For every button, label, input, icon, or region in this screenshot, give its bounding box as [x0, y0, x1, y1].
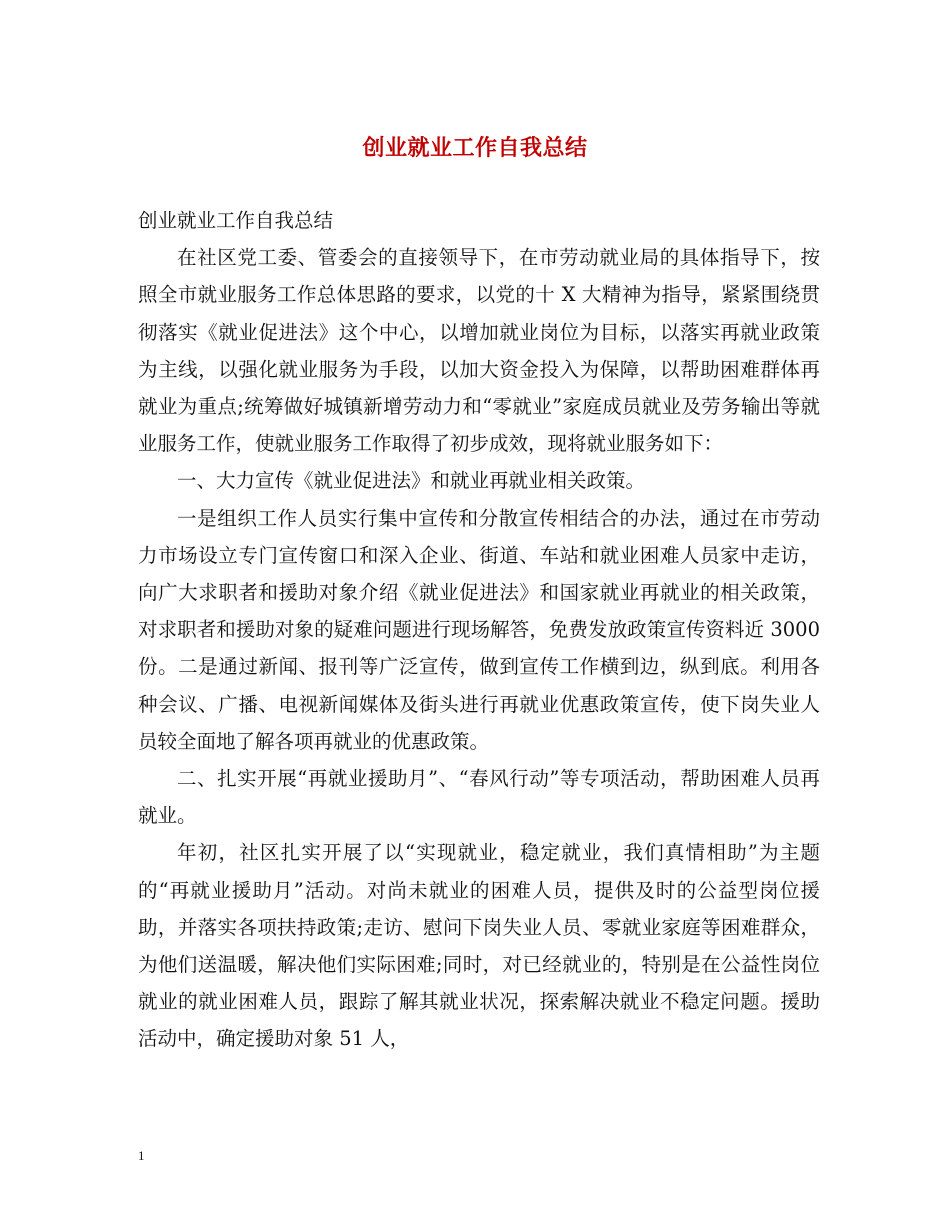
document-body [138, 202, 820, 1058]
paragraph-section-1: 一是组织工作人员实行集中宣传和分散宣传相结合的办法，通过在市劳动力市场设立专门宣传窗口和深入企业、街道、车站和就业困难人员家中走访，向广大求职者和援助对象介绍《就业促进法》和国家就业再就业的相关政策，对求职者和援助对象的疑难问题进行现场解答，免费发放政策宣传资料近 3000 份。二是通过新闻、报刊等广泛宣传，做到宣传工作横到边，纵到底。利用各种会议、广播、电视新闻媒体及街头进行再就业优惠政策宣传，使下岗失业人员较全面地了解各项再就业的优惠政策。 [138, 506, 820, 753]
section-heading-1: 一、大力宣传《就业促进法》和就业再就业相关政策。 [177, 469, 646, 493]
paragraph-subtitle: 创业就业工作自我总结 [138, 209, 334, 232]
paragraph-section-2: 年初，社区扎实开展了以“实现就业，稳定就业，我们真情相助”为主题的“再就业援助月”活动。对尚未就业的困难人员，提供及时的公益型岗位援助，并落实各项扶持政策;走访、慰问下岗失业人员、零就业家庭等困难群众，为他们送温暖，解决他们实际困难;同时，对已经就业的，特别是在公益性岗位就业的就业困难人员，跟踪了解其就业状况，探索解决就业不稳定问题。援助活动中，确定援助对象 51 人， [138, 841, 820, 1051]
page-number: 1 [138, 1148, 145, 1163]
section-heading-2: 二、扎实开展“再就业援助月”、“春风行动”等专项活动，帮助困难人员再就业。 [138, 767, 820, 828]
paragraph-intro: 在社区党工委、管委会的直接领导下，在市劳动就业局的具体指导下，按照全市就业服务工作总体思路的要求，以党的十 X 大精神为指导，紧紧围绕贯彻落实《就业促进法》这个中心，以增加就业岗位为目标，以落实再就业政策为主线，以强化就业服务为手段，以加大资金投入为保障，以帮助困难群体再就业为重点;统筹做好城镇新增劳动力和“零就业”家庭成员就业及劳务输出等就业服务工作，使就业服务工作取得了初步成效，现将就业服务如下： [138, 246, 820, 456]
document-title: 创业就业工作自我总结 [362, 135, 588, 161]
